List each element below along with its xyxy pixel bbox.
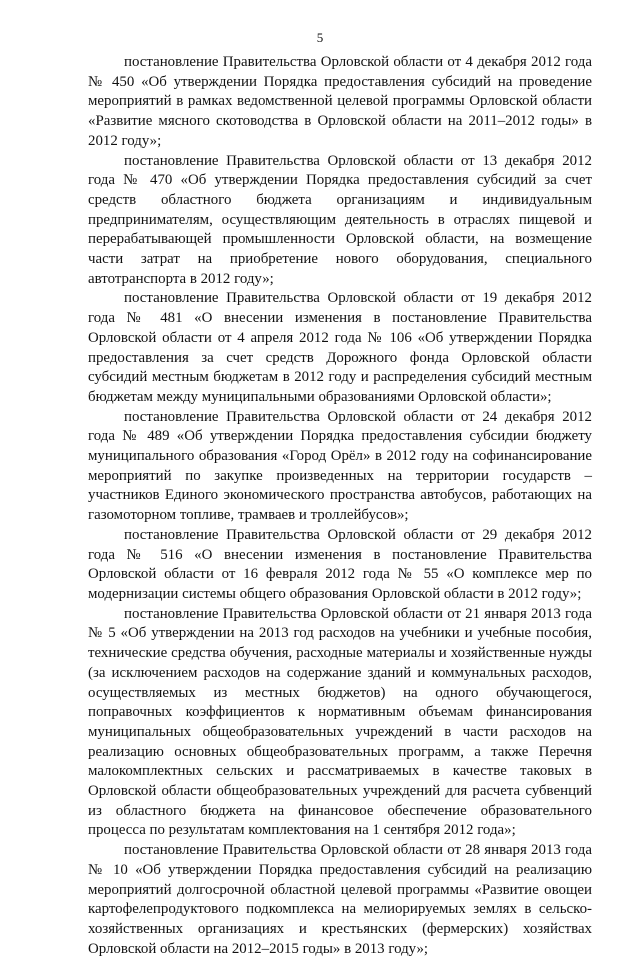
paragraph-resolution-470: постановление Правительства Орловской области от 13 декабря 2012 года № 470 «Об утверждении Порядка предоставления субсидий за счет средств областного бюджета организациям и индивидуальным предпринимателям, осуществляющим деятельность в отраслях пищевой и перерабатывающей промышленности Орловской области, на возмещение части затрат на приобретение нового оборудования, специального автотранспорта в 2012 году»; bbox=[88, 152, 592, 287]
paragraph-resolution-489: постановление Правительства Орловской области от 24 декабря 2012 года № 489 «Об утверждении Порядка предоставления субсидии бюджету муниципального образования «Город Орёл» в 2012 году на софинансирование мероприятий по закупке произведенных на территории государств – участников Единого экономического пространства автобусов, работающих на газомоторном топливе, трамваев и троллейбусов»; bbox=[88, 408, 592, 524]
paragraph-resolution-10: постановление Правительства Орловской области от 28 января 2013 года № 10 «Об утверждении Порядка предоставления субсидий на реализацию мероприятий долгосрочной областной целевой программы «Развитие овощеи картофелепродуктового подкомплекса на мелиорируемых землях в сельскохозяйственных организациях и крестьянских (фермерских) хозяйствах Орловской области на 2012–2015 годы» в 2013 году»; bbox=[88, 842, 592, 957]
document-body bbox=[88, 53, 592, 959]
paragraph-resolution-516: постановление Правительства Орловской области от 29 декабря 2012 года № 516 «О внесении изменения в постановление Правительства Орловской области от 16 февраля 2012 года № 55 «О комплексе мер по модернизации системы общего образования Орловской области в 2012 году»; bbox=[88, 526, 592, 602]
paragraph-resolution-481: постановление Правительства Орловской области от 19 декабря 2012 года № 481 «О внесении изменения в постановление Правительства Орловской области от 4 апреля 2012 года № 106 «Об утверждении Порядка предоставления за счет средств Дорожного фонда Орловской области субсидий местным бюджетам в 2012 году и распределения субсидий местным бюджетам между муниципальными образованиями Орловской области»; bbox=[88, 290, 592, 405]
paragraph-resolution-450: постановление Правительства Орловской области от 4 декабря 2012 года № 450 «Об утверждении Порядка предоставления субсидий на проведение мероприятий в рамках ведомственной целевой программы Орловской области «Развитие мясного скотоводства в Орловской области на 2011–2012 годы» в 2012 году»; bbox=[88, 54, 592, 149]
paragraph-resolution-5: постановление Правительства Орловской области от 21 января 2013 года № 5 «Об утверждении на 2013 год расходов на учебники и учебные пособия, технические средства обучения, расходные материалы и хозяйственные нужды (за исключением расходов на содержание зданий и коммунальных расходов, осуществляемых из местных бюджетов) на одного обучающегося, поправочных коэффициентов к нормативным объемам финансирования муниципальных общеобразовательных учреждений в части расходов на реализацию основных общеобразовательных программ, а также Перечня малокомплектных сельских и рассматриваемых в качестве таковых в Орловской области общеобразовательных учреждений для расчета субвенций из областного бюджета на финансовое обеспечение образовательного процесса по результатам комплектования на 1 сентября 2012 года»; bbox=[88, 605, 592, 839]
page-number: 5 bbox=[316, 30, 324, 45]
